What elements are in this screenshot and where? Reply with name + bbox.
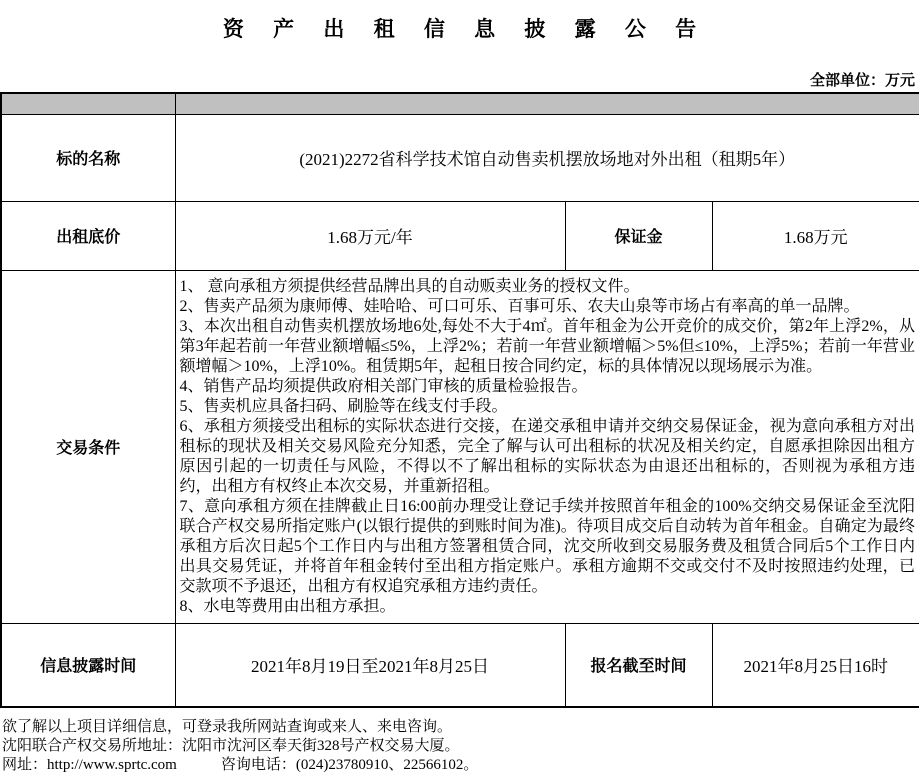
condition-item: 2、售卖产品须为康师傅、娃哈哈、可口可乐、百事可乐、农夫山泉等市场占有率高的单一品牌。 [179, 297, 860, 315]
registration-deadline-label: 报名截至时间 [565, 623, 712, 707]
condition-item: 1、 意向承租方须提供经营品牌出具的自动贩卖业务的授权文件。 [179, 277, 640, 295]
footer-website: 网址：http://www.sprtc.com [2, 757, 177, 773]
footer-address-line: 沈阳联合产权交易所地址：沈阳市沈河区奉天街328号产权交易大厦。 [2, 738, 460, 754]
deposit-value: 1.68万元 [712, 201, 919, 270]
announcement-table [0, 92, 919, 708]
subject-label: 标的名称 [1, 114, 175, 201]
disclosure-time-value: 2021年8月19日至2021年8月25日 [175, 623, 565, 707]
registration-deadline-value: 2021年8月25日16时 [712, 623, 919, 707]
footer-phone: 咨询电话：(024)23780910、22566102。 [220, 757, 479, 773]
subject-row [1, 114, 919, 201]
footer-info-line: 欲了解以上项目详细信息，可登录我所网站查询或来人、来电咨询。 [2, 719, 453, 735]
condition-item: 5、售卖机应具备扫码、刷脸等在线支付手段。 [179, 397, 508, 415]
conditions-row [1, 270, 919, 623]
subject-value: (2021)2272省科学技术馆自动售卖机摆放场地对外出租（租期5年） [175, 114, 919, 201]
price-row [1, 201, 919, 270]
condition-item: 3、本次出租自动售卖机摆放场地6处,每处不大于4㎡。首年租金为公开竞价的成交价，第2年上浮2%，从第3年起若前一年营业额增幅≤5%，上浮2%；若前一年营业额增幅＞5%但≤10%，上浮5%；若前一年营业额增幅＞10%，上浮10%。租赁期5年，起租日按合同约定，标的具体情况以现场展示为准。 [179, 317, 916, 375]
deposit-label: 保证金 [565, 201, 712, 270]
footer [2, 718, 919, 775]
disclosure-row [1, 623, 919, 707]
header-cell-left [1, 93, 175, 114]
conditions-text [175, 270, 919, 623]
condition-item: 4、销售产品均须提供政府相关部门审核的质量检验报告。 [179, 377, 588, 395]
disclosure-time-label: 信息披露时间 [1, 623, 175, 707]
condition-item: 6、承租方须接受出租标的实际状态进行交接，在递交承租申请并交纳交易保证金，视为意向承租方对出租标的现状及相关交易风险充分知悉，完全了解与认可出租标的状况及相关约定，自愿承担除因出租方原因引起的一切责任与风险，不得以不了解出租标的实际状态为由退还出租标的，否则视为承租方违约，出租方有权终止本次交易，并重新招租。 [179, 417, 916, 495]
condition-item: 7、意向承租方须在挂牌截止日16:00前办理受让登记手续并按照首年租金的100%交纳交易保证金至沈阳联合产权交易所指定账户(以银行提供的到账时间为准)。待项目成交后自动转为首年租金。自确定为最终承租方后次日起5个工作日内与出租方签署租赁合同，沈交所收到交易服务费及租赁合同后5个工作日内出具交易凭证，并将首年租金转付至出租方指定账户。承租方逾期不交或交付不及时按照违约处理，已交款项不予退还，出租方有权追究承租方违约责任。 [179, 497, 916, 595]
footer-contact-line [2, 756, 919, 775]
base-price-label: 出租底价 [1, 201, 175, 270]
page-title: 资 产 出 租 信 息 披 露 公 告 [222, 17, 709, 41]
header-cell-right [175, 93, 919, 114]
unit-note: 全部单位：万元 [809, 73, 915, 89]
table-header-row [1, 93, 919, 114]
conditions-label: 交易条件 [1, 270, 175, 623]
base-price-value: 1.68万元/年 [175, 201, 565, 270]
condition-item: 8、水电等费用由出租方承担。 [179, 597, 396, 615]
